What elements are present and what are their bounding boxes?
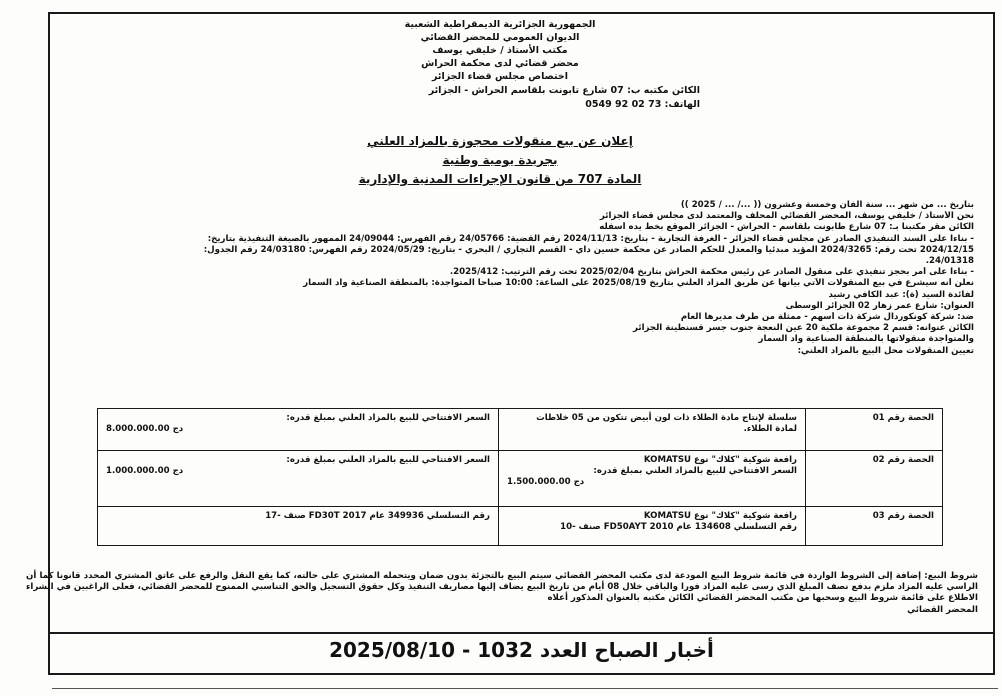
lot-description-cell — [499, 507, 806, 546]
body-line: تعيين المنقولات محل البيع بالمزاد العلني: — [797, 345, 974, 356]
lot-name-cell — [806, 409, 943, 451]
body-line: - بناءا على السند التنفيذي الصادر عن مجلس قضاء الجزائر - الغرفة التجارية - بتاريخ: 2024/11/13 رقم القضية: 24/05766 رقم الفهرس: 24/09044 الممهور بالصيغة التنفيذية بتاريخ: — [207, 233, 974, 244]
table-row — [98, 451, 943, 507]
lot-name-cell — [806, 451, 943, 507]
title-line-1: إعلان عن بيع منقولات محجوزة بالمزاد العلني — [367, 134, 633, 148]
body-line: 2024/12/15 تحت رقم: 2024/3265 المؤيد مبدئيا والمعدل للحكم الصادر عن محكمة حسين داي - القسم التجاري / البحري - بتاريخ: 2024/05/29 رقم الفهرس: 24/03180 رقم الجدول: — [203, 244, 974, 255]
lot-price-cell — [98, 507, 499, 546]
body-line: والمتواجدة منقولاتها بالمنطقة الصناعية واد السمار — [758, 334, 974, 345]
header-line-office: الديوان العمومي للمحضر القضائي — [420, 32, 580, 43]
body-line: الكائن مقر مكتبنا بـ: 07 شارع طابونت بلقاسم - الحراش - الجزائر الموقع بخط يده أسفله — [599, 222, 974, 233]
lot-description-line: رافعة شوكية "كلاك" نوع KOMATSU — [643, 455, 797, 465]
lot-price-value: 8.000.000.00 دج — [106, 424, 184, 434]
header-line-name: مكتب الأستاذ / خليفي يوسف — [432, 45, 568, 56]
lot-price-value: 1.000.000.00 دج — [106, 466, 184, 476]
body-line: - بناءا على أمر بحجز تنفيذي على منقول الصادر عن رئيس محكمة الحراش بتاريخ 2025/02/04 تحت رقم الترتيب: 2025/412. — [449, 267, 974, 278]
newspaper-footer: أخبار الصباح العدد 1032 - 2025/08/10 — [329, 638, 714, 662]
header-phone: الهاتف: 73 02 92 0549 — [585, 99, 700, 110]
lot-price-cell — [98, 409, 499, 451]
header-line-jurisdiction: اختصاص مجلس قضاء الجزائر — [432, 71, 568, 82]
lot-description-line: 1.500.000.00 دج — [507, 477, 585, 487]
lot-description-line: السعر الافتتاحي للبيع بالمزاد العلني بمبلغ قدره: — [593, 466, 797, 476]
body-line: 24/01318. — [925, 256, 974, 267]
terms-text: شروط البيع: إضافة إلى الشروط الواردة في قائمة شروط البيع المودعة لدى مكتب المحضر القضائي سيتم البيع بالتجزئة بدون ضمان ويتحمله المشتري على حالته، كما يقع النقل والرفع على عاتق المشتري المحدد قانونا كما أن الراسي عليه المزاد ملزم بدفع نصف المبلغ الذي رسى عليه المزاد فورا والباقي خلال 08 أيام من تاريخ البيع يضاف إليها مصاريف التنفيذ وكل حقوق التسجيل والحق التناسبي الممنوح للمحضر القضائي، فعلى الراغبين في الشراء الاطلاع على قائمة شروط البيع وسحبها من مكتب المحضر القضائي الكائن مكتبه بالعنوان المذكور أعلاه — [26, 571, 978, 604]
body-line: لفائدة السيد (ة): عبد الكافي رشيد — [828, 289, 974, 300]
lot-name: الحصة رقم 01 — [872, 413, 934, 423]
lot-price-label: السعر الافتتاحي للبيع بالمزاد العلني بمبلغ قدره: — [286, 413, 490, 423]
lot-name-cell — [806, 507, 943, 546]
lot-name: الحصة رقم 02 — [872, 455, 934, 465]
office-header — [300, 18, 700, 111]
table-row — [98, 409, 943, 451]
lot-price-cell — [98, 451, 499, 507]
title-line-2: بجريدة يومية وطنية — [442, 153, 558, 167]
body-line: الكائن عنوانه: قسم 2 مجموعة ملكية 20 عين النعجة جنوب جسر قسنطينة الجزائر — [633, 323, 974, 334]
header-line-republic: الجمهورية الجزائرية الديمقراطية الشعبية — [404, 19, 596, 30]
lots-table — [97, 408, 943, 546]
notice-body — [54, 200, 974, 357]
header-address: الكائن مكتبه ب: 07 شارع تابونت بلقاسم الحراش - الجزائر — [428, 85, 700, 96]
body-line: العنوان: شارع عمر زهار 02 الجزائر الوسطى — [785, 300, 974, 311]
body-line: نحن الأستاذ / خليفي يوسف، المحضر القضائي المحلف والمعتمد لدى مجلس قضاء الجزائر — [599, 211, 974, 222]
lot-description-line: رافعة شوكية "كلاك" نوع KOMATSU — [643, 511, 797, 521]
footer-divider — [48, 632, 995, 634]
signature-label: المحضر القضائي — [907, 604, 978, 615]
lot-description-line: رقم التسلسلي 134608 عام 2010 FD50AYT صنف -10 — [560, 522, 797, 532]
lot-description-cell — [499, 451, 806, 507]
body-line: نعلن أنه سيشرع في بيع المنقولات الآتي بيانها عن طريق المزاد العلني بتاريخ 2025/08/19 على الساعة: 10:00 صباحا المتواجدة: بالمنطقة الصناعية واد السمار — [303, 278, 974, 289]
header-line-court: محضر قضائي لدى محكمة الحراش — [421, 58, 579, 69]
lot-price-label: السعر الافتتاحي للبيع بالمزاد العلني بمبلغ قدره: — [286, 455, 490, 465]
body-line: بتاريخ ... من شهر ... سنة الفان وخمسة وعشرون (( .../ ... / 2025 )) — [680, 200, 974, 210]
title-line-3: المادة 707 من قانون الإجراءات المدنية والإدارية — [358, 172, 642, 186]
page-bottom-rule — [52, 688, 998, 689]
body-line: ضد: شركة كونكوردال شركة ذات أسهم - ممثلة من طرف مديرها العام — [680, 312, 974, 323]
lot-name: الحصة رقم 03 — [872, 511, 934, 521]
lot-serial-line: رقم التسلسلي 349936 عام 2017 FD30T صنف -17 — [265, 511, 490, 521]
lot-description-line: سلسلة لإنتاج مادة الطلاء ذات لون أبيض تتكون من 05 خلاطات — [536, 413, 797, 423]
table-row — [98, 507, 943, 546]
lot-description-line: لمادة الطلاء. — [743, 424, 797, 434]
lot-description-cell — [499, 409, 806, 451]
sale-terms — [26, 571, 978, 616]
notice-title — [300, 132, 700, 189]
